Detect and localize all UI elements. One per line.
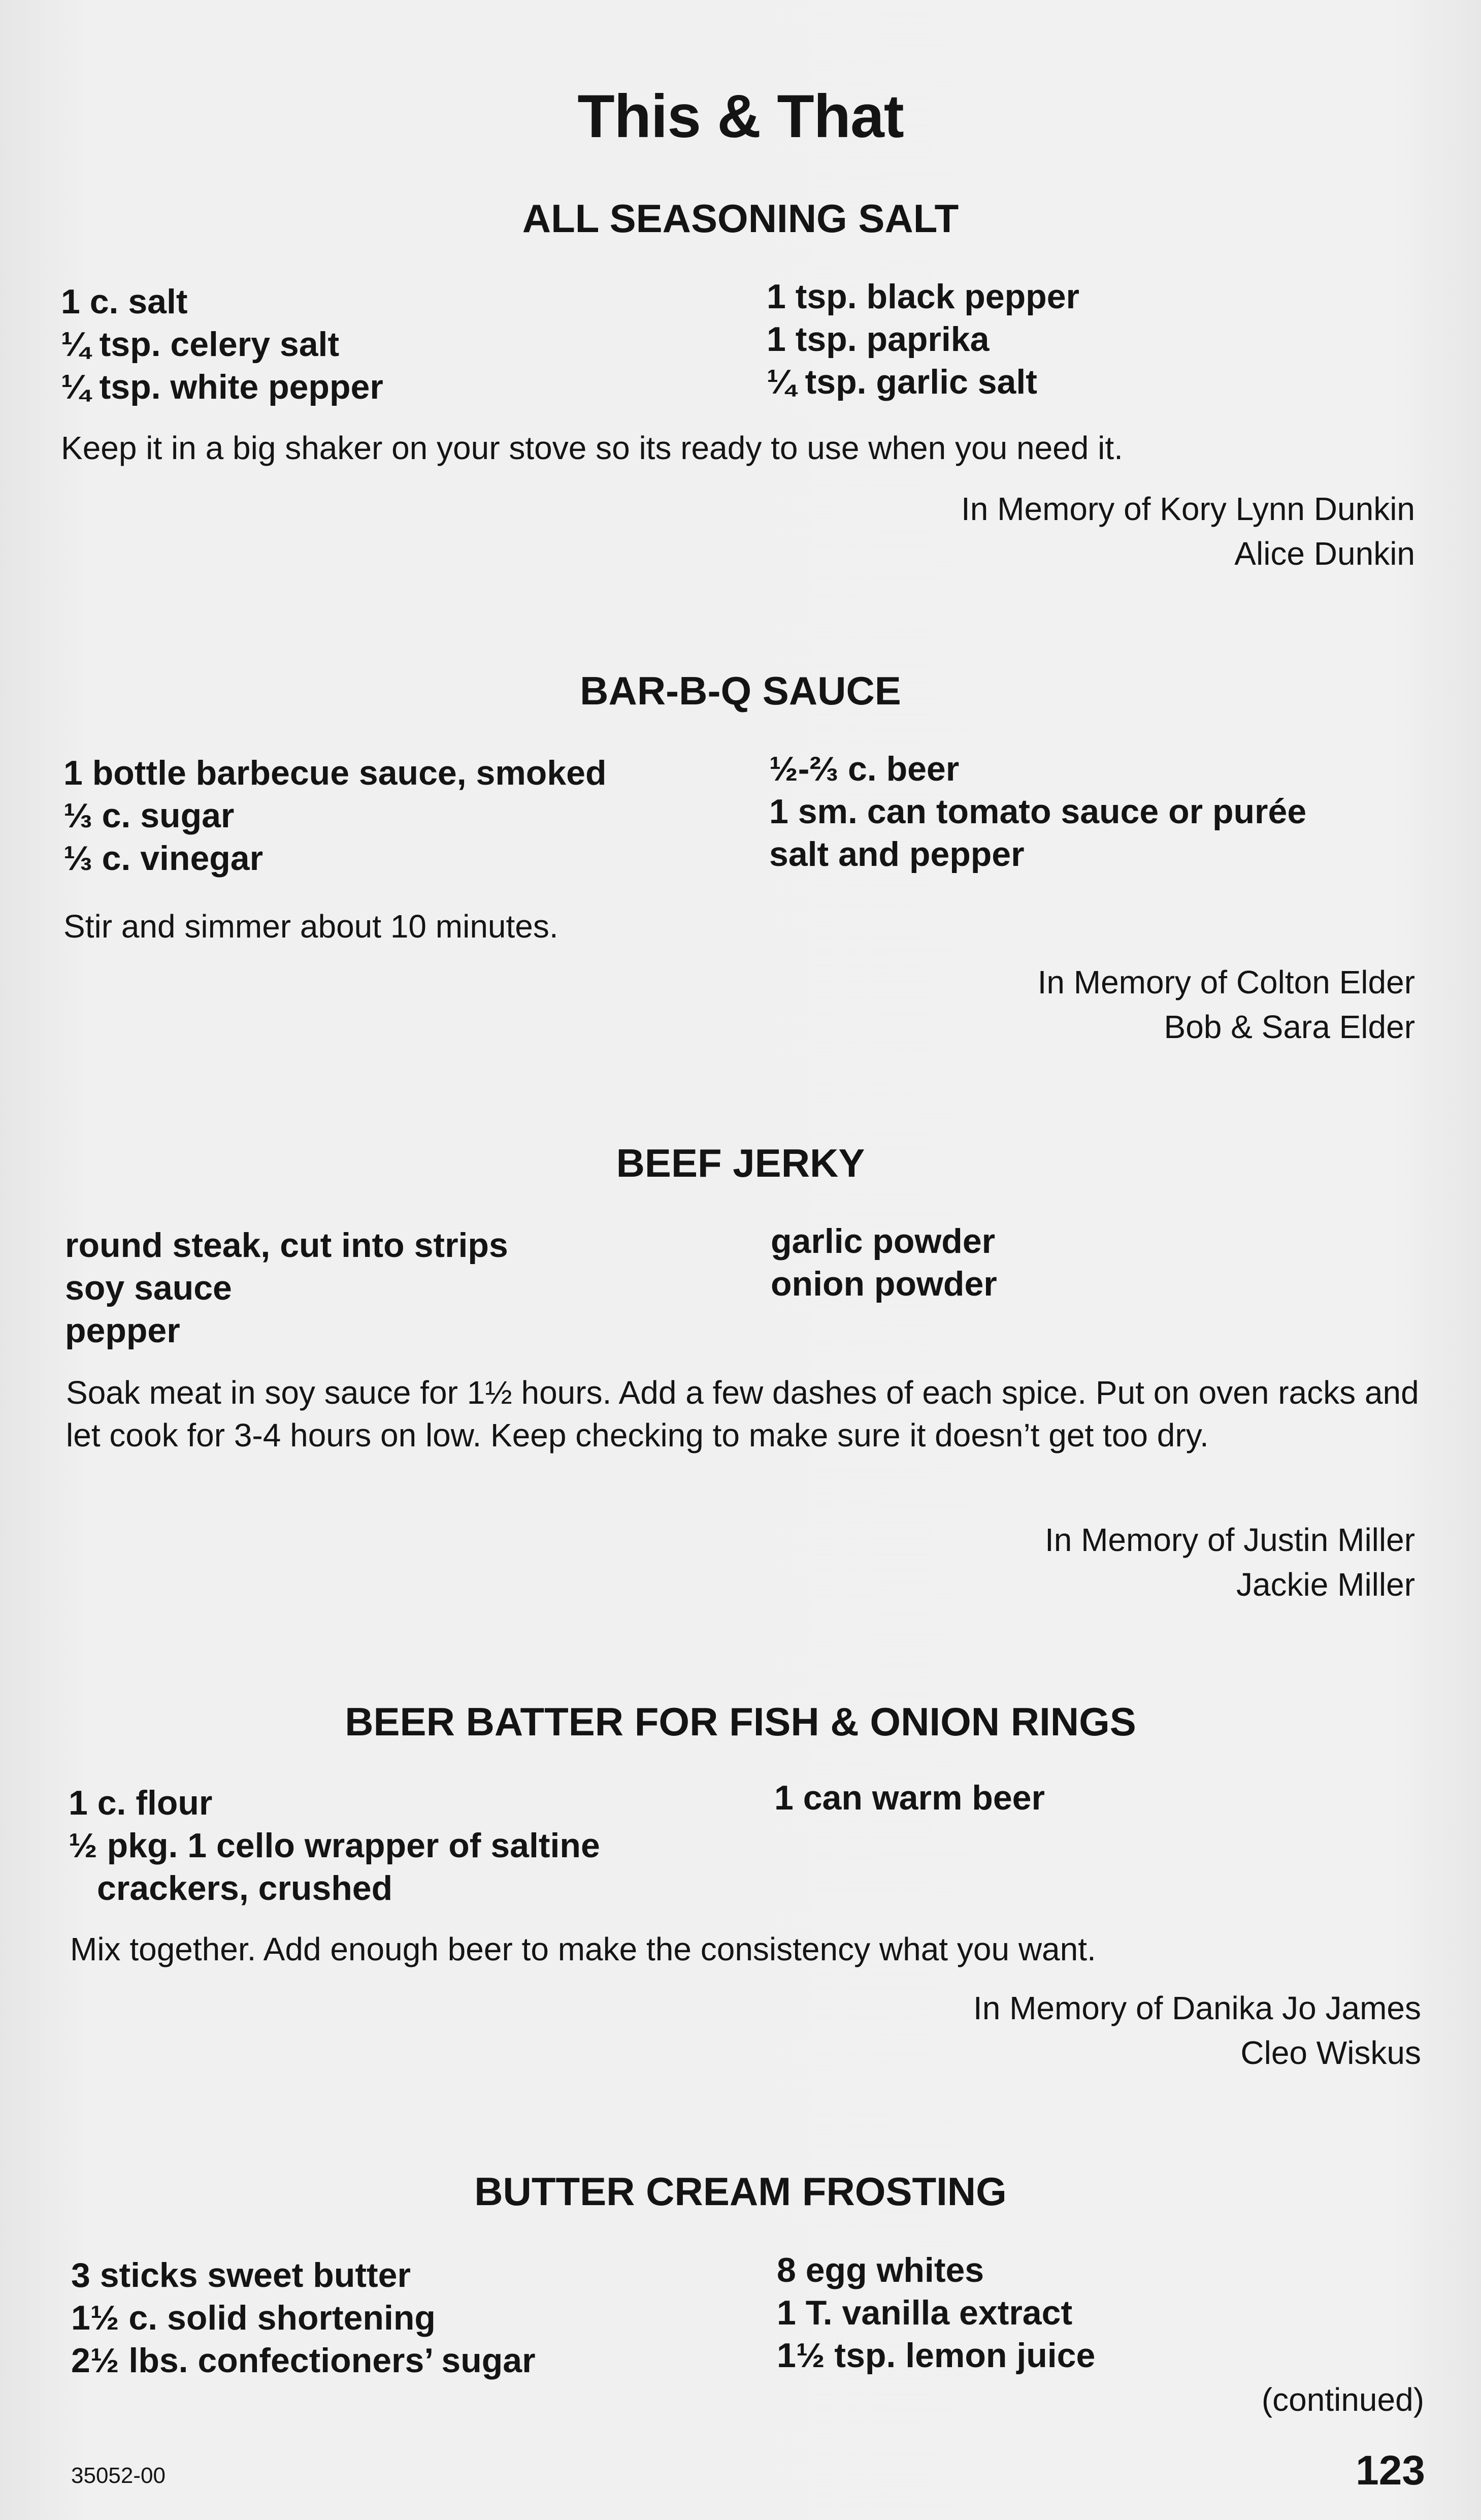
ingredient: garlic powder xyxy=(771,1222,996,1261)
ingredients-right-butter-cream-frosting xyxy=(777,2249,1095,2377)
ingredients-left-beef-jerky xyxy=(65,1224,508,1352)
memory-line: In Memory of Kory Lynn Dunkin xyxy=(961,491,1415,527)
ingredients-right-beer-batter xyxy=(774,1776,1045,1819)
ingredient: 1½ c. solid shortening xyxy=(71,2299,436,2337)
ingredients-right-all-seasoning-salt xyxy=(767,275,1079,403)
instructions-beer-batter: Mix together. Add enough beer to make the consistency what you want. xyxy=(70,1931,1096,1967)
ingredient: 1 bottle barbecue sauce, smoked xyxy=(63,754,607,792)
ingredient: 3 sticks sweet butter xyxy=(71,2256,411,2295)
credit-all-seasoning-salt xyxy=(961,487,1415,576)
instructions-all-seasoning-salt: Keep it in a big shaker on your stove so its ready to use when you need it. xyxy=(61,430,1123,466)
ingredient: 1 c. flour xyxy=(69,1784,213,1822)
ingredient: 8 egg whites xyxy=(777,2251,984,2289)
recipe-title-beef-jerky: BEEF JERKY xyxy=(616,1141,865,1185)
ingredient: 1 can warm beer xyxy=(774,1779,1045,1817)
recipe-title-all-seasoning-salt: ALL SEASONING SALT xyxy=(522,196,959,241)
memory-line: In Memory of Colton Elder xyxy=(1037,964,1415,1000)
ingredient: round steak, cut into strips xyxy=(65,1226,508,1265)
ingredients-left-all-seasoning-salt xyxy=(61,280,383,408)
ingredient: 1 sm. can tomato sauce or purée xyxy=(769,792,1307,831)
ingredient: onion powder xyxy=(771,1265,997,1303)
ingredient: pepper xyxy=(65,1311,180,1350)
footer-code: 35052-00 xyxy=(71,2463,166,2488)
ingredient: 1 tsp. black pepper xyxy=(767,277,1079,316)
recipe-title-beer-batter: BEER BATTER FOR FISH & ONION RINGS xyxy=(345,1699,1136,1744)
recipe-title-butter-cream-frosting: BUTTER CREAM FROSTING xyxy=(474,2169,1007,2214)
ingredients-left-bar-b-q-sauce xyxy=(63,752,607,880)
credit-bar-b-q-sauce xyxy=(1038,960,1415,1049)
instructions-bar-b-q-sauce: Stir and simmer about 10 minutes. xyxy=(63,908,558,945)
memory-line: In Memory of Danika Jo James xyxy=(973,1990,1421,2026)
ingredient: soy sauce xyxy=(65,1269,232,1307)
ingredients-right-beef-jerky xyxy=(771,1220,997,1305)
page-title: This & That xyxy=(577,82,904,150)
author-name: Alice Dunkin xyxy=(1234,535,1415,572)
credit-beer-batter xyxy=(973,1986,1421,2075)
ingredient: crackers, crushed xyxy=(97,1869,393,1908)
ingredient: 1 tsp. paprika xyxy=(767,320,990,359)
ingredients-right-bar-b-q-sauce xyxy=(769,748,1306,876)
continued-note: (continued) xyxy=(1261,2381,1424,2418)
ingredient: ¼ tsp. garlic salt xyxy=(767,363,1037,401)
ingredient: 2½ lbs. confectioners’ sugar xyxy=(71,2341,536,2380)
page-number: 123 xyxy=(1356,2447,1425,2494)
ingredient: ½ pkg. 1 cello wrapper of saltine xyxy=(69,1826,600,1865)
ingredients-left-beer-batter xyxy=(69,1782,600,1910)
ingredient: ⅓ c. sugar xyxy=(63,796,235,835)
ingredients-left-butter-cream-frosting xyxy=(71,2254,536,2382)
ingredient: 1 c. salt xyxy=(61,282,188,321)
ingredient: ⅓ c. vinegar xyxy=(63,839,264,878)
ingredient: ¼ tsp. celery salt xyxy=(61,325,340,364)
instructions-beef-jerky: Soak meat in soy sauce for 1½ hours. Add a few dashes of each spice. Put on oven racks and let cook for 3-4 hours on low. Keep checking to make sure it doesn’t get too dry. xyxy=(66,1374,1419,1453)
ingredient: 1½ tsp. lemon juice xyxy=(777,2336,1096,2375)
ingredient: 1 T. vanilla extract xyxy=(777,2293,1073,2332)
ingredient: ½-⅔ c. beer xyxy=(769,750,960,788)
author-name: Bob & Sara Elder xyxy=(1164,1009,1415,1045)
author-name: Jackie Miller xyxy=(1236,1566,1415,1603)
memory-line: In Memory of Justin Miller xyxy=(1044,1522,1415,1558)
author-name: Cleo Wiskus xyxy=(1240,2034,1421,2071)
credit-beef-jerky xyxy=(1045,1517,1415,1607)
ingredient: salt and pepper xyxy=(769,835,1025,874)
ingredient: ¼ tsp. white pepper xyxy=(61,368,383,406)
recipe-title-bar-b-q-sauce: BAR-B-Q SAUCE xyxy=(580,668,901,713)
